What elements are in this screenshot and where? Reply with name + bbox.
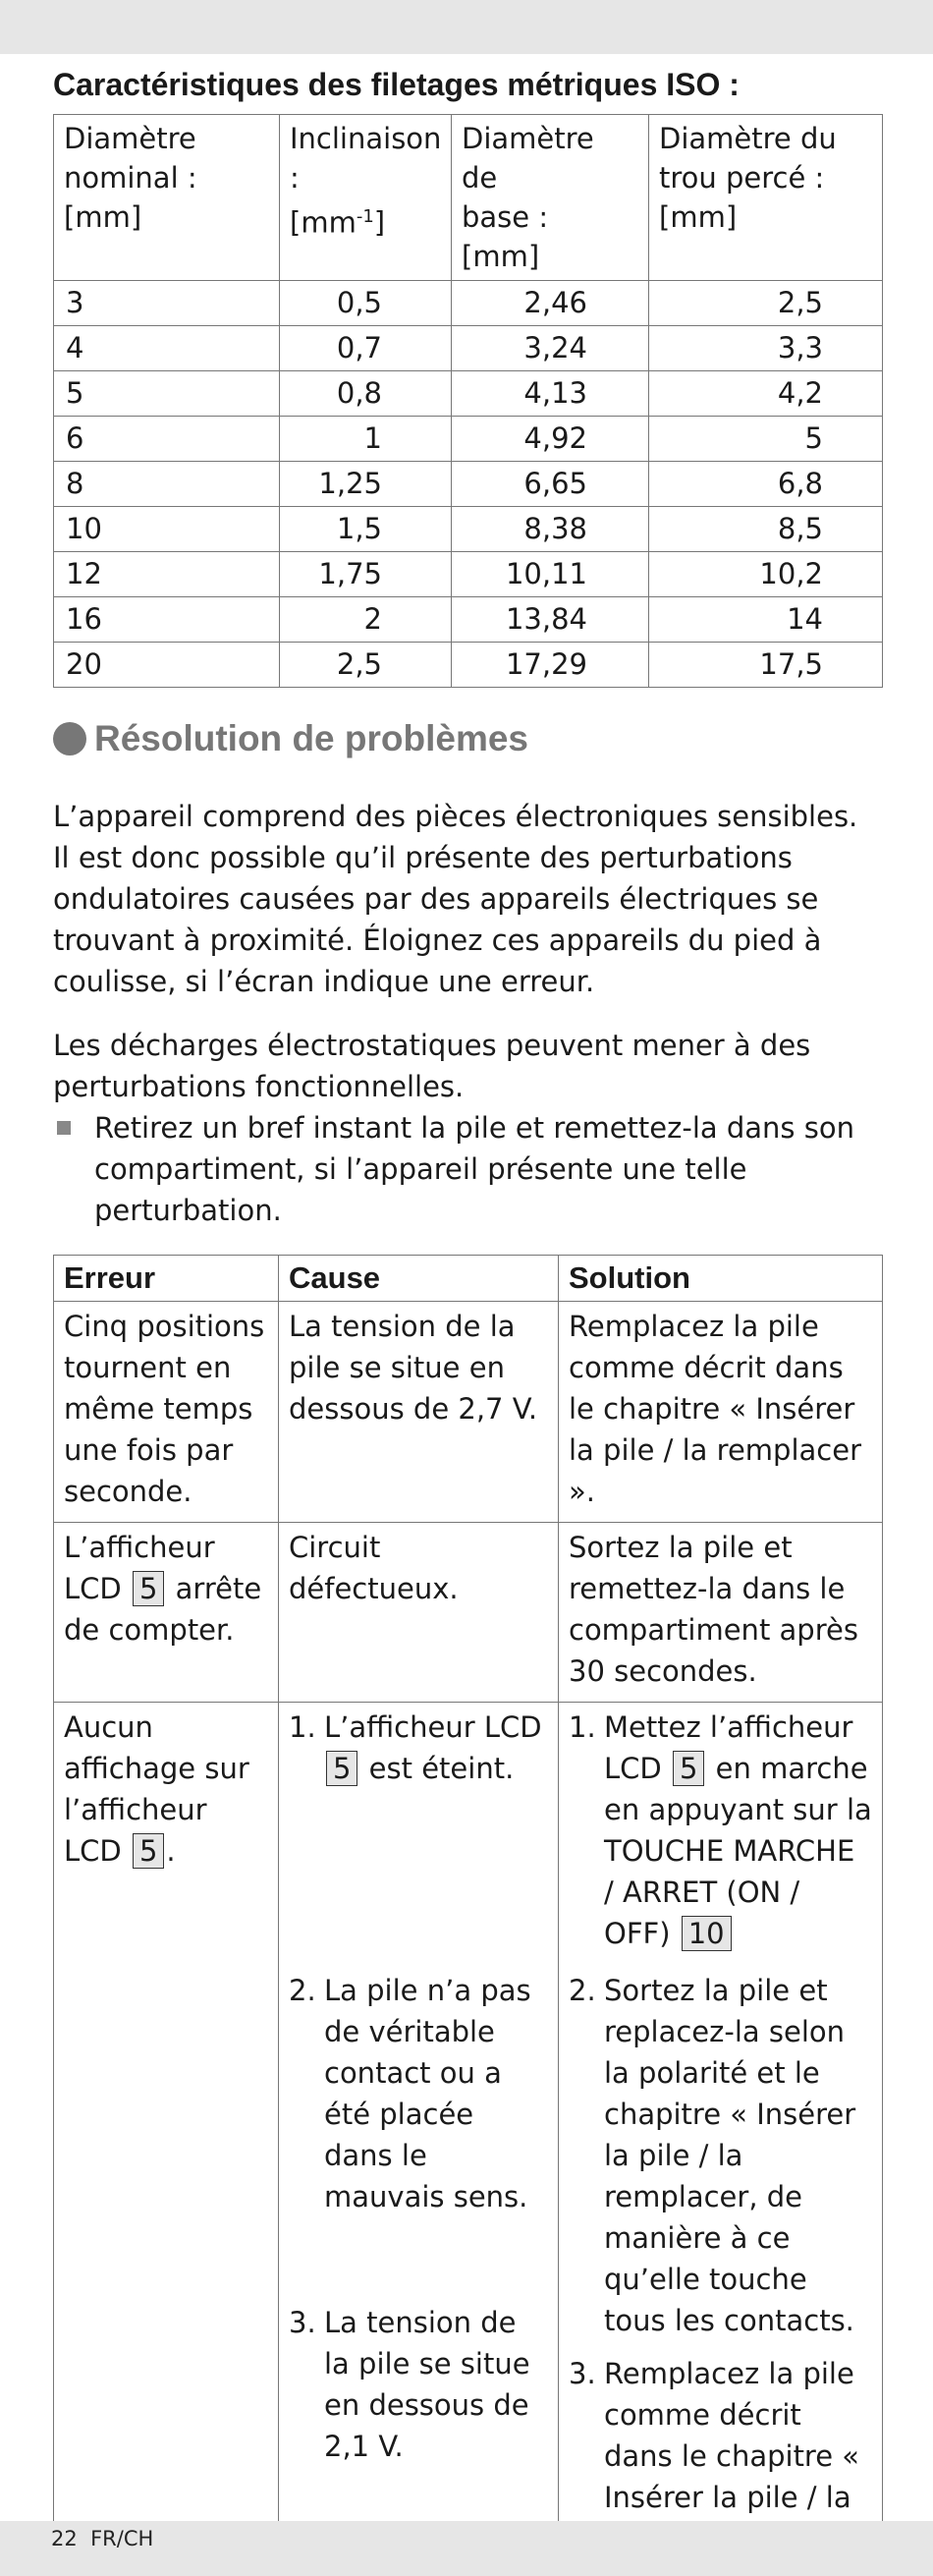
cell-nominal: 3: [54, 281, 280, 326]
esd-paragraph: Les décharges électrostatiques peuvent mener à des perturbations fonctionnelles.: [53, 1029, 811, 1103]
cell-cause: Circuit défectueux.: [279, 1523, 559, 1703]
cell-drill: 14: [649, 597, 883, 643]
cell-drill: 8,5: [649, 507, 883, 552]
thread-spec-table: [53, 114, 883, 688]
header-drill-diameter: Diamètre du trou percé : [mm]: [649, 115, 883, 281]
cell-error: L’afficheur LCD 5 arrête de compter.: [54, 1523, 279, 1703]
header-core-diameter: Diamètre de base : [mm]: [452, 115, 649, 281]
table-row: [54, 643, 883, 688]
cell-pitch: 1,25: [280, 462, 452, 507]
table-row: [54, 1523, 883, 1703]
cell-nominal: 5: [54, 371, 280, 417]
cell-cause: [279, 1703, 559, 2570]
section-title: [53, 711, 882, 766]
section-title-text: Résolution de problèmes: [94, 718, 529, 758]
reference-number-badge: 10: [682, 1916, 732, 1951]
cell-nominal: 8: [54, 462, 280, 507]
spec-title: Caractéristiques des filetages métriques ISO :: [53, 67, 740, 102]
cell-core: 4,92: [452, 417, 649, 462]
numbered-item: 2. Sortez la pile et replacez-la selon la polarité et le chapitre « Insérer la pile / la remplacer, de manière à ce qu’elle touche tous les contacts.: [569, 1974, 856, 2337]
cell-drill: 4,2: [649, 371, 883, 417]
table-row: [54, 1302, 883, 1523]
table-header-row: [54, 115, 883, 281]
cell-pitch: 2,5: [280, 643, 452, 688]
numbered-item: 3. La tension de la pile se situe en dessous de 2,1 V.: [289, 2306, 530, 2463]
table-row: [54, 281, 883, 326]
cell-drill: 5: [649, 417, 883, 462]
reference-number-badge: 5: [326, 1751, 357, 1786]
cell-drill: 3,3: [649, 326, 883, 371]
numbered-item: 1. L’afficheur LCD 5 est éteint.: [289, 1710, 542, 1785]
cell-nominal: 4: [54, 326, 280, 371]
list-item: [53, 1107, 882, 1231]
page-footer: [51, 2527, 153, 2550]
cell-pitch: 1,5: [280, 507, 452, 552]
cell-core: 3,24: [452, 326, 649, 371]
cell-pitch: 0,5: [280, 281, 452, 326]
cell-nominal: 6: [54, 417, 280, 462]
cell-core: 6,65: [452, 462, 649, 507]
cell-core: 4,13: [452, 371, 649, 417]
cell-solution: [559, 1703, 883, 2570]
cell-solution: Sortez la pile et remettez-la dans le compartiment après 30 secondes.: [559, 1523, 883, 1703]
cell-pitch: 1: [280, 417, 452, 462]
numbered-item: 1. Mettez l’afficheur LCD 5 en marche en appuyant sur la TOUCHE MARCHE / ARRET (ON / OFF) 10: [569, 1710, 872, 1950]
intro-paragraph: L’appareil comprend des pièces électroniques sensibles. Il est donc possible qu’il présente des perturbations ondulatoires causées par des appareils électriques se trouvant à proximité. Éloignez ces appareils du pied à coulisse, si l’écran indique une erreur.: [53, 800, 858, 998]
table-row: [54, 326, 883, 371]
numbered-item: 2. La pile n’a pas de véritable contact ou a été placée dans le mauvais sens.: [289, 1974, 531, 2213]
header-nominal-diameter: Diamètre nominal : [mm]: [54, 115, 280, 281]
table-row: [54, 1703, 883, 2570]
cell-core: 13,84: [452, 597, 649, 643]
reference-number-badge: 5: [133, 1571, 164, 1606]
square-bullet-icon: [57, 1121, 71, 1135]
reference-number-badge: 5: [133, 1833, 164, 1869]
numbered-item: 3. Remplacez la pile comme décrit dans le chapitre « Insérer la pile / la: [569, 2357, 860, 2514]
cell-core: 8,38: [452, 507, 649, 552]
cell-error: Aucun affichage sur l’afficheur LCD 5 .: [54, 1703, 279, 2570]
table-row: [54, 371, 883, 417]
cell-core: 10,11: [452, 552, 649, 597]
cell-nominal: 10: [54, 507, 280, 552]
bullet-dot-icon: [53, 722, 86, 756]
cell-solution: Remplacez la pile comme décrit dans le chapitre « Insérer la pile / la remplacer ».: [559, 1302, 883, 1523]
cell-nominal: 20: [54, 643, 280, 688]
cell-pitch: 0,8: [280, 371, 452, 417]
top-bar: [0, 0, 933, 54]
cell-error: Cinq positions tournent en même temps une fois par seconde.: [54, 1302, 279, 1523]
cell-pitch: 0,7: [280, 326, 452, 371]
reference-number-badge: 5: [673, 1751, 704, 1786]
table-header-row: [54, 1256, 883, 1302]
table-row: [54, 507, 883, 552]
header-pitch: Inclinaison : $[mm^{-1}]$: [280, 115, 452, 281]
header-solution: Solution: [559, 1256, 883, 1302]
page-number: 22: [51, 2527, 78, 2550]
cell-drill: 17,5: [649, 643, 883, 688]
cell-pitch: 2: [280, 597, 452, 643]
table-row: [54, 417, 883, 462]
list-item-text: Retirez un bref instant la pile et remettez-la dans son compartiment, si l’appareil présente une telle perturbation.: [94, 1111, 854, 1227]
cell-core: 17,29: [452, 643, 649, 688]
cell-drill: 6,8: [649, 462, 883, 507]
table-row: [54, 597, 883, 643]
cell-nominal: 16: [54, 597, 280, 643]
cell-pitch: 1,75: [280, 552, 452, 597]
header-error: Erreur: [54, 1256, 279, 1302]
cell-drill: 2,5: [649, 281, 883, 326]
header-cause: Cause: [279, 1256, 559, 1302]
page-content: [53, 61, 882, 2570]
table-row: [54, 462, 883, 507]
cell-nominal: 12: [54, 552, 280, 597]
cell-cause: La tension de la pile se situe en dessous de 2,7 V.: [279, 1302, 559, 1523]
table-row: [54, 552, 883, 597]
cell-core: 2,46: [452, 281, 649, 326]
troubleshooting-table: [53, 1255, 883, 2570]
cell-drill: 10,2: [649, 552, 883, 597]
language-code: FR/CH: [90, 2527, 154, 2550]
